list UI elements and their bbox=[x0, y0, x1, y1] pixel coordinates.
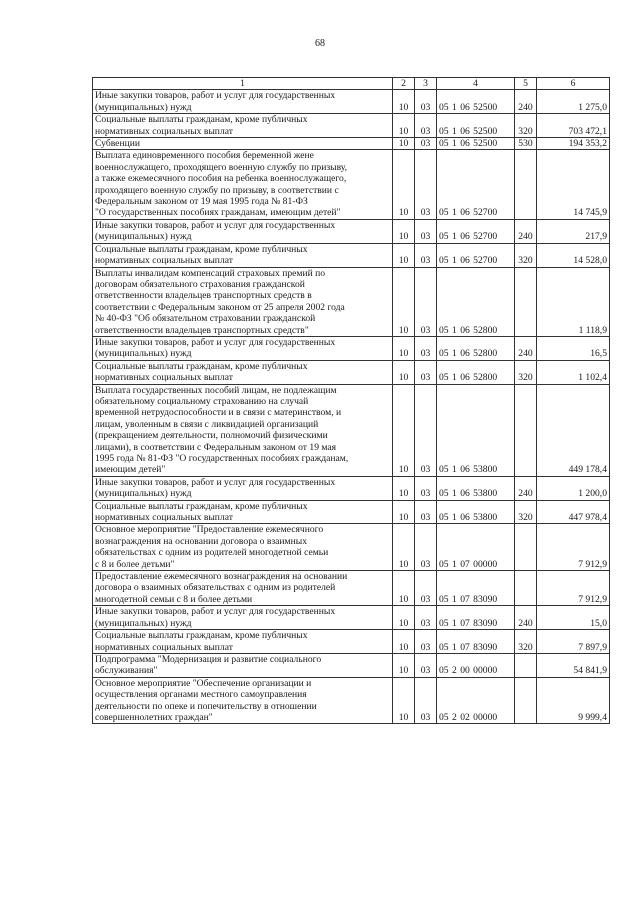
row-expense-type-code bbox=[515, 653, 537, 677]
row-description: Предоставление ежемесячного вознаграждения на основании договора о взаимных обязательствах с одним из родителей многодетной семьи с 8 и более детьми bbox=[93, 571, 393, 606]
row-subsection-code: 03 bbox=[415, 606, 437, 630]
row-description: Иные закупки товаров, работ и услуг для государственных (муниципальных) нужд bbox=[93, 219, 393, 243]
row-section-code: 10 bbox=[393, 150, 415, 219]
row-target-article-code: 05 1 06 52500 bbox=[437, 90, 515, 114]
row-expense-type-code: 320 bbox=[515, 360, 537, 384]
row-description: Социальные выплаты гражданам, кроме публичных нормативных социальных выплат bbox=[93, 630, 393, 654]
row-target-article-code: 05 1 07 00000 bbox=[437, 524, 515, 571]
row-section-code: 10 bbox=[393, 476, 415, 500]
table-row bbox=[93, 476, 610, 500]
header-cell: 4 bbox=[437, 78, 515, 90]
row-target-article-code: 05 1 06 52700 bbox=[437, 150, 515, 219]
row-description: Выплата единовременного пособия беременной жене военнослужащего, проходящего военную службу по призыву, а также ежемесячного пособия на ребенка военнослужащего, проходящего военную службу по призыву, в соответствии с Федеральным законом от 19 мая 1995 года № 81-ФЗ "О государственных пособиях гражданам, имеющим детей" bbox=[93, 150, 393, 219]
row-section-code: 10 bbox=[393, 677, 415, 724]
row-subsection-code: 03 bbox=[415, 243, 437, 267]
row-target-article-code: 05 1 06 53800 bbox=[437, 384, 515, 476]
table-row bbox=[93, 114, 610, 138]
row-description: Иные закупки товаров, работ и услуг для государственных (муниципальных) нужд bbox=[93, 336, 393, 360]
row-section-code: 10 bbox=[393, 336, 415, 360]
header-cell: 1 bbox=[93, 78, 393, 90]
row-subsection-code: 03 bbox=[415, 336, 437, 360]
row-subsection-code: 03 bbox=[415, 500, 437, 524]
row-expense-type-code bbox=[515, 524, 537, 571]
table-row bbox=[93, 500, 610, 524]
row-expense-type-code: 240 bbox=[515, 336, 537, 360]
row-description: Социальные выплаты гражданам, кроме публичных нормативных социальных выплат bbox=[93, 360, 393, 384]
row-target-article-code: 05 1 06 53800 bbox=[437, 500, 515, 524]
row-description: Выплата государственных пособий лицам, не подлежащим обязательному социальному страхованию на случай временной нетрудоспособности и в связи с материнством, и лицам, уволенным в связи с ликвидацией организаций (прекращением деятельности, полномочий физическими лицами), в соответствии с Федеральным законом от 19 мая 1995 года № 81-ФЗ "О государственных пособиях гражданам, имеющим детей" bbox=[93, 384, 393, 476]
row-amount: 1 275,0 bbox=[537, 90, 610, 114]
table-row bbox=[93, 150, 610, 219]
row-description: Социальные выплаты гражданам, кроме публичных нормативных социальных выплат bbox=[93, 500, 393, 524]
row-amount: 7 912,9 bbox=[537, 524, 610, 571]
row-target-article-code: 05 1 06 52800 bbox=[437, 336, 515, 360]
row-amount: 1 102,4 bbox=[537, 360, 610, 384]
row-section-code: 10 bbox=[393, 90, 415, 114]
row-expense-type-code bbox=[515, 677, 537, 724]
row-description: Основное мероприятие "Обеспечение организации и осуществления органами местного самоуправления деятельности по опеке и попечительству в отношении совершеннолетних граждан" bbox=[93, 677, 393, 724]
row-section-code: 10 bbox=[393, 606, 415, 630]
row-target-article-code: 05 1 06 52500 bbox=[437, 114, 515, 138]
row-subsection-code: 03 bbox=[415, 384, 437, 476]
row-target-article-code: 05 1 06 52800 bbox=[437, 360, 515, 384]
row-expense-type-code: 240 bbox=[515, 90, 537, 114]
row-expense-type-code: 320 bbox=[515, 500, 537, 524]
row-section-code: 10 bbox=[393, 653, 415, 677]
row-description: Иные закупки товаров, работ и услуг для государственных (муниципальных) нужд bbox=[93, 476, 393, 500]
row-expense-type-code bbox=[515, 384, 537, 476]
row-subsection-code: 03 bbox=[415, 150, 437, 219]
row-expense-type-code: 240 bbox=[515, 219, 537, 243]
row-subsection-code: 03 bbox=[415, 219, 437, 243]
row-target-article-code: 05 1 06 52700 bbox=[437, 243, 515, 267]
row-section-code: 10 bbox=[393, 524, 415, 571]
row-amount: 54 841,9 bbox=[537, 653, 610, 677]
table-row bbox=[93, 336, 610, 360]
table-row bbox=[93, 138, 610, 150]
row-amount: 1 200,0 bbox=[537, 476, 610, 500]
row-target-article-code: 05 1 06 53800 bbox=[437, 476, 515, 500]
row-target-article-code: 05 1 06 52700 bbox=[437, 219, 515, 243]
row-amount: 14 745,9 bbox=[537, 150, 610, 219]
table-row bbox=[93, 571, 610, 606]
page-number: 68 bbox=[315, 38, 325, 49]
row-subsection-code: 03 bbox=[415, 114, 437, 138]
row-expense-type-code: 320 bbox=[515, 630, 537, 654]
row-subsection-code: 03 bbox=[415, 677, 437, 724]
row-target-article-code: 05 1 07 83090 bbox=[437, 571, 515, 606]
row-section-code: 10 bbox=[393, 138, 415, 150]
row-description: Выплаты инвалидам компенсаций страховых премий по договорам обязательного страхования гражданской ответственности владельцев транспортных средств в соответствии с Федеральным законом от 25 апреля 2002 года № 40-ФЗ "Об обязательном страховании гражданской ответственности владельцев транспортных средств" bbox=[93, 267, 393, 336]
row-subsection-code: 03 bbox=[415, 653, 437, 677]
row-subsection-code: 03 bbox=[415, 571, 437, 606]
header-cell: 6 bbox=[537, 78, 610, 90]
row-amount: 14 528,0 bbox=[537, 243, 610, 267]
row-description: Иные закупки товаров, работ и услуг для государственных (муниципальных) нужд bbox=[93, 606, 393, 630]
row-target-article-code: 05 1 07 83090 bbox=[437, 606, 515, 630]
row-amount: 7 912,9 bbox=[537, 571, 610, 606]
row-subsection-code: 03 bbox=[415, 360, 437, 384]
table-row bbox=[93, 243, 610, 267]
table-header-row bbox=[93, 78, 610, 90]
row-description: Основное мероприятие "Предоставление ежемесячного вознаграждения на основании договора о взаимных обязательствах с одним из родителей многодетной семьи с 8 и более детьми" bbox=[93, 524, 393, 571]
row-amount: 447 978,4 bbox=[537, 500, 610, 524]
row-amount: 7 897,9 bbox=[537, 630, 610, 654]
row-expense-type-code bbox=[515, 267, 537, 336]
row-target-article-code: 05 1 06 52500 bbox=[437, 138, 515, 150]
row-subsection-code: 03 bbox=[415, 476, 437, 500]
row-expense-type-code: 240 bbox=[515, 476, 537, 500]
row-section-code: 10 bbox=[393, 571, 415, 606]
table-row bbox=[93, 219, 610, 243]
row-subsection-code: 03 bbox=[415, 90, 437, 114]
row-description: Социальные выплаты гражданам, кроме публичных нормативных социальных выплат bbox=[93, 114, 393, 138]
row-section-code: 10 bbox=[393, 360, 415, 384]
row-subsection-code: 03 bbox=[415, 630, 437, 654]
row-amount: 217,9 bbox=[537, 219, 610, 243]
row-description: Подпрограмма "Модернизация и развитие социального обслуживания" bbox=[93, 653, 393, 677]
row-expense-type-code: 320 bbox=[515, 243, 537, 267]
row-section-code: 10 bbox=[393, 384, 415, 476]
row-amount: 703 472,1 bbox=[537, 114, 610, 138]
header-cell: 2 bbox=[393, 78, 415, 90]
row-subsection-code: 03 bbox=[415, 138, 437, 150]
table-row bbox=[93, 653, 610, 677]
row-expense-type-code: 530 bbox=[515, 138, 537, 150]
row-subsection-code: 03 bbox=[415, 267, 437, 336]
table-row bbox=[93, 524, 610, 571]
row-section-code: 10 bbox=[393, 114, 415, 138]
row-section-code: 10 bbox=[393, 267, 415, 336]
table-row bbox=[93, 384, 610, 476]
row-target-article-code: 05 1 06 52800 bbox=[437, 267, 515, 336]
row-subsection-code: 03 bbox=[415, 524, 437, 571]
row-amount: 16,5 bbox=[537, 336, 610, 360]
row-amount: 9 999,4 bbox=[537, 677, 610, 724]
row-description: Социальные выплаты гражданам, кроме публичных нормативных социальных выплат bbox=[93, 243, 393, 267]
table-row bbox=[93, 677, 610, 724]
header-cell: 3 bbox=[415, 78, 437, 90]
row-target-article-code: 05 2 00 00000 bbox=[437, 653, 515, 677]
table-row bbox=[93, 90, 610, 114]
row-amount: 15,0 bbox=[537, 606, 610, 630]
row-expense-type-code: 240 bbox=[515, 606, 537, 630]
table-row bbox=[93, 267, 610, 336]
header-cell: 5 bbox=[515, 78, 537, 90]
row-expense-type-code bbox=[515, 150, 537, 219]
row-description: Субвенции bbox=[93, 138, 393, 150]
budget-table bbox=[92, 77, 610, 724]
row-target-article-code: 05 1 07 83090 bbox=[437, 630, 515, 654]
row-section-code: 10 bbox=[393, 500, 415, 524]
table-row bbox=[93, 630, 610, 654]
row-amount: 1 118,9 bbox=[537, 267, 610, 336]
row-expense-type-code: 320 bbox=[515, 114, 537, 138]
row-expense-type-code bbox=[515, 571, 537, 606]
row-description: Иные закупки товаров, работ и услуг для государственных (муниципальных) нужд bbox=[93, 90, 393, 114]
row-amount: 449 178,4 bbox=[537, 384, 610, 476]
row-amount: 194 353,2 bbox=[537, 138, 610, 150]
table-row bbox=[93, 606, 610, 630]
row-target-article-code: 05 2 02 00000 bbox=[437, 677, 515, 724]
row-section-code: 10 bbox=[393, 219, 415, 243]
table-row bbox=[93, 360, 610, 384]
row-section-code: 10 bbox=[393, 243, 415, 267]
row-section-code: 10 bbox=[393, 630, 415, 654]
